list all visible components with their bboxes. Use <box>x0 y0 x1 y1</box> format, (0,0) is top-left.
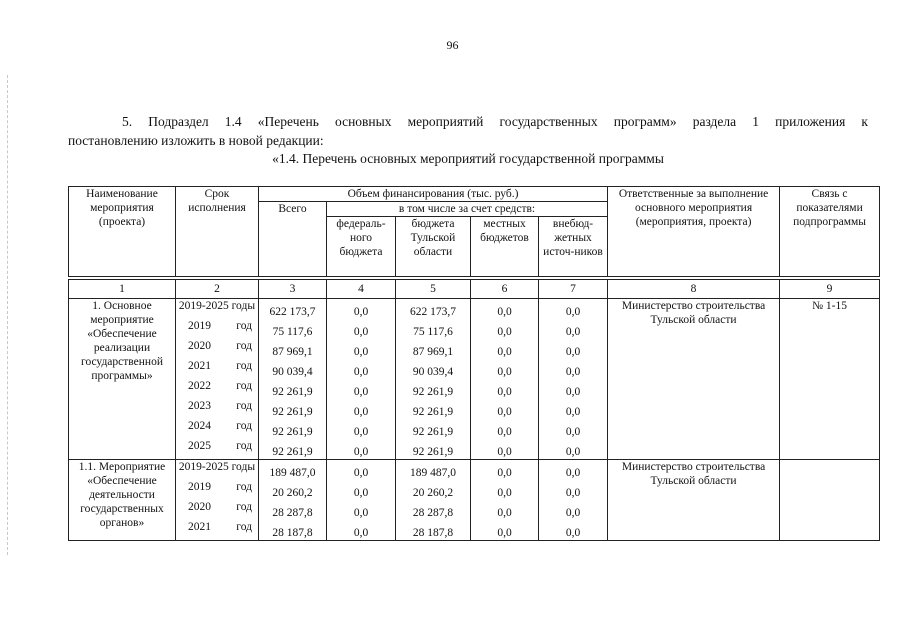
year-cell <box>176 319 259 339</box>
offbudget-value: 0,0 <box>539 520 608 541</box>
column-number: 3 <box>259 280 327 299</box>
local-value: 0,0 <box>471 520 539 541</box>
year-cell <box>176 419 259 439</box>
year-word: год <box>236 420 252 432</box>
federal-value: 0,0 <box>327 379 396 399</box>
offbudget-value: 0,0 <box>539 480 608 500</box>
year-cell <box>176 379 259 399</box>
total-value: 20 260,2 <box>259 480 327 500</box>
indicator-link: № 1-15 <box>780 299 880 460</box>
total-value: 92 261,9 <box>259 439 327 460</box>
year-number: 2021 <box>188 360 211 372</box>
period-offbudget-value: 0,0 <box>539 299 608 320</box>
responsible-body: Министерство строительства Тульской области <box>608 460 780 541</box>
year-number: 2020 <box>188 501 211 513</box>
year-cell <box>176 339 259 359</box>
year-cell <box>176 520 259 541</box>
year-word: год <box>236 380 252 392</box>
local-value: 0,0 <box>471 399 539 419</box>
responsible-body: Министерство строительства Тульской области <box>608 299 780 460</box>
activities-table <box>68 186 880 541</box>
local-value: 0,0 <box>471 439 539 460</box>
offbudget-value: 0,0 <box>539 439 608 460</box>
local-value: 0,0 <box>471 419 539 439</box>
year-number: 2024 <box>188 420 211 432</box>
offbudget-value: 0,0 <box>539 419 608 439</box>
total-value: 28 287,8 <box>259 500 327 520</box>
header-link: Связь с показателями подпрограммы <box>780 187 880 277</box>
federal-value: 0,0 <box>327 319 396 339</box>
federal-value: 0,0 <box>327 520 396 541</box>
year-word: год <box>236 400 252 412</box>
total-value: 92 261,9 <box>259 399 327 419</box>
total-value: 92 261,9 <box>259 419 327 439</box>
indicator-link <box>780 460 880 541</box>
federal-value: 0,0 <box>327 339 396 359</box>
local-value: 0,0 <box>471 319 539 339</box>
offbudget-value: 0,0 <box>539 339 608 359</box>
period-total-value: 189 487,0 <box>259 460 327 481</box>
regional-value: 20 260,2 <box>396 480 471 500</box>
federal-value: 0,0 <box>327 439 396 460</box>
year-word: год <box>236 320 252 332</box>
header-name: Наименование мероприятия (проекта) <box>69 187 176 277</box>
column-number: 2 <box>176 280 259 299</box>
period-local-value: 0,0 <box>471 299 539 320</box>
total-value: 92 261,9 <box>259 379 327 399</box>
header-regional: бюджета Тульской области <box>396 217 471 277</box>
year-cell <box>176 399 259 419</box>
table-title: «1.4. Перечень основных мероприятий государственной программы <box>272 151 664 166</box>
period-offbudget-value: 0,0 <box>539 460 608 481</box>
paragraph-line-2: постановлению изложить в новой редакции: <box>68 133 324 148</box>
total-value: 90 039,4 <box>259 359 327 379</box>
regional-value: 75 117,6 <box>396 319 471 339</box>
header-including: в том числе за счет средств: <box>327 202 608 217</box>
column-number: 1 <box>69 280 176 299</box>
federal-value: 0,0 <box>327 419 396 439</box>
period-regional-value: 622 173,7 <box>396 299 471 320</box>
federal-value: 0,0 <box>327 359 396 379</box>
paragraph-line-1: 5. Подраздел 1.4 «Перечень основных мероприятий государственных программ» раздела 1 приложения к <box>122 114 868 129</box>
header-responsible: Ответственные за выполнение основного мероприятия (мероприятия, проекта) <box>608 187 780 277</box>
year-word: год <box>236 481 252 493</box>
period-total-value: 622 173,7 <box>259 299 327 320</box>
year-word: год <box>236 501 252 513</box>
offbudget-value: 0,0 <box>539 399 608 419</box>
regional-value: 28 187,8 <box>396 520 471 541</box>
local-value: 0,0 <box>471 500 539 520</box>
page-number: 96 <box>446 38 459 52</box>
offbudget-value: 0,0 <box>539 379 608 399</box>
header-local: местных бюджетов <box>471 217 539 277</box>
year-number: 2019 <box>188 320 211 332</box>
local-value: 0,0 <box>471 359 539 379</box>
federal-value: 0,0 <box>327 500 396 520</box>
year-number: 2023 <box>188 400 211 412</box>
year-word: год <box>236 440 252 452</box>
year-cell <box>176 359 259 379</box>
total-value: 75 117,6 <box>259 319 327 339</box>
local-value: 0,0 <box>471 480 539 500</box>
column-number: 8 <box>608 280 780 299</box>
header-offbudget: внебюд-жетных источ-ников <box>539 217 608 277</box>
year-number: 2025 <box>188 440 211 452</box>
header-total: Всего <box>259 202 327 277</box>
year-word: год <box>236 340 252 352</box>
year-cell <box>176 480 259 500</box>
period-federal-value: 0,0 <box>327 299 396 320</box>
regional-value: 92 261,9 <box>396 399 471 419</box>
header-financing: Объем финансирования (тыс. руб.) <box>259 187 608 202</box>
binding-margin-marks <box>7 75 10 555</box>
total-value: 87 969,1 <box>259 339 327 359</box>
regional-value: 92 261,9 <box>396 439 471 460</box>
period-label: 2019-2025 годы <box>176 460 259 481</box>
year-number: 2020 <box>188 340 211 352</box>
year-number: 2022 <box>188 380 211 392</box>
regional-value: 90 039,4 <box>396 359 471 379</box>
regional-value: 92 261,9 <box>396 419 471 439</box>
local-value: 0,0 <box>471 339 539 359</box>
activity-period-row <box>69 460 880 481</box>
activity-name: 1. Основное мероприятие «Обеспечение реализации государственной программы» <box>69 299 176 460</box>
year-word: год <box>236 360 252 372</box>
period-label: 2019-2025 годы <box>176 299 259 320</box>
offbudget-value: 0,0 <box>539 319 608 339</box>
header-term: Срок исполнения <box>176 187 259 277</box>
amendment-paragraph <box>68 112 868 150</box>
column-number: 5 <box>396 280 471 299</box>
period-federal-value: 0,0 <box>327 460 396 481</box>
offbudget-value: 0,0 <box>539 359 608 379</box>
period-regional-value: 189 487,0 <box>396 460 471 481</box>
period-local-value: 0,0 <box>471 460 539 481</box>
activity-period-row <box>69 299 880 320</box>
column-number: 9 <box>780 280 880 299</box>
local-value: 0,0 <box>471 379 539 399</box>
header-federal: федераль-ного бюджета <box>327 217 396 277</box>
column-number: 4 <box>327 280 396 299</box>
column-number: 7 <box>539 280 608 299</box>
year-number: 2019 <box>188 481 211 493</box>
federal-value: 0,0 <box>327 480 396 500</box>
year-word: год <box>236 521 252 533</box>
year-cell <box>176 500 259 520</box>
regional-value: 92 261,9 <box>396 379 471 399</box>
activity-name: 1.1. Мероприятие «Обеспечение деятельности государственных органов» <box>69 460 176 541</box>
year-cell <box>176 439 259 460</box>
year-number: 2021 <box>188 521 211 533</box>
regional-value: 28 287,8 <box>396 500 471 520</box>
total-value: 28 187,8 <box>259 520 327 541</box>
offbudget-value: 0,0 <box>539 500 608 520</box>
column-number: 6 <box>471 280 539 299</box>
federal-value: 0,0 <box>327 399 396 419</box>
regional-value: 87 969,1 <box>396 339 471 359</box>
column-number-row <box>69 280 880 299</box>
